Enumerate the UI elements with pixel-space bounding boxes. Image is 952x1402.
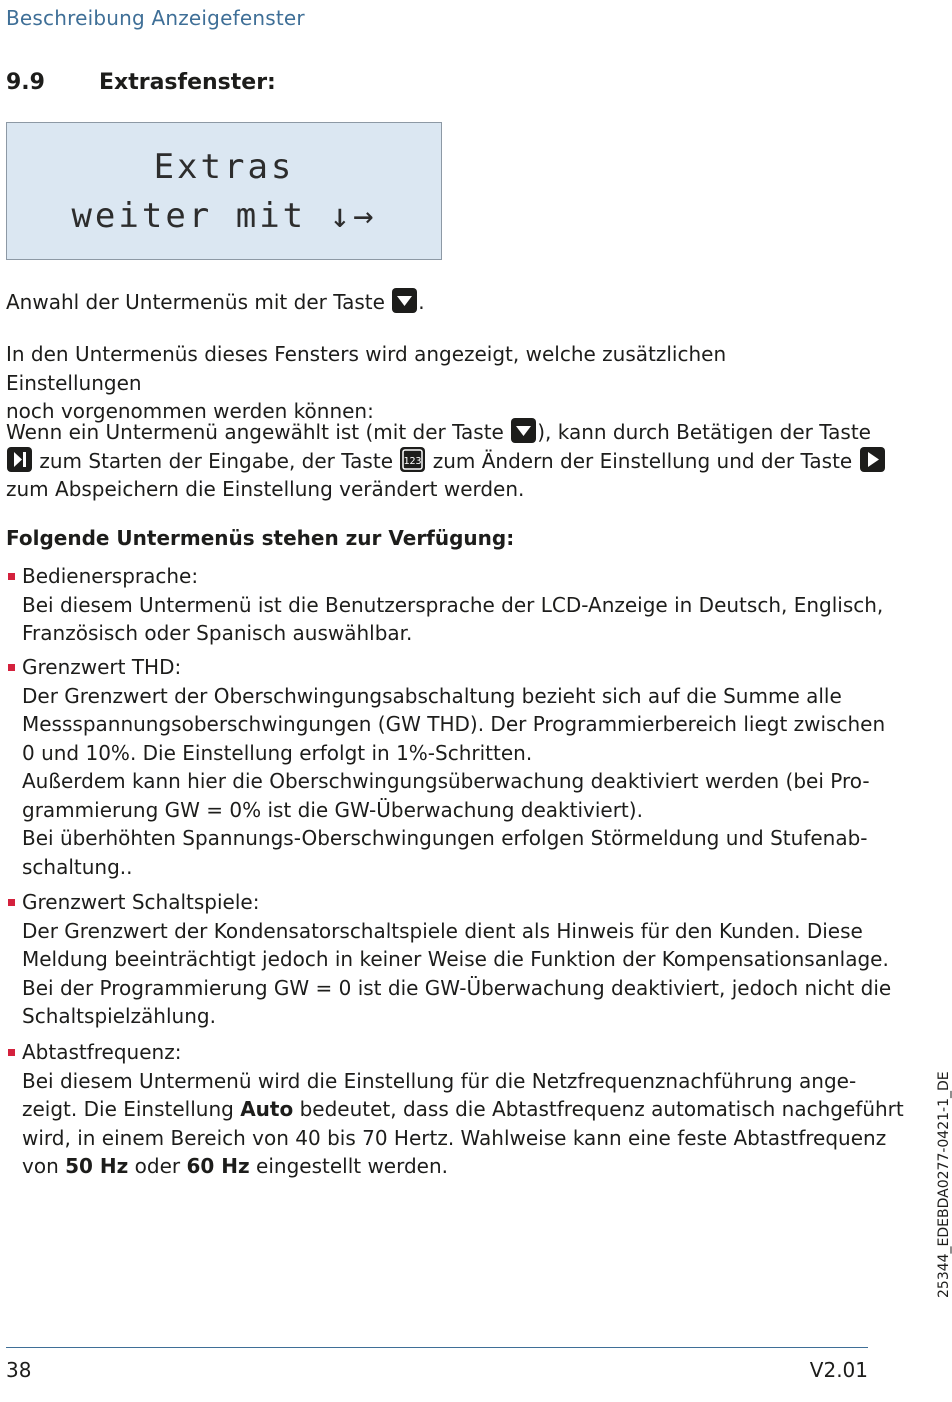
list-item-line: Bei diesem Untermenü wird die Einstellung für die Netzfrequenznachführung ange- xyxy=(22,1068,857,1093)
description-line: noch vorgenommen werden können: xyxy=(6,399,374,423)
bullet-marker-icon xyxy=(8,899,15,906)
lcd-display xyxy=(6,122,442,260)
play-key-icon xyxy=(860,447,885,472)
operation-text: ), kann durch Betätigen der Taste xyxy=(537,420,871,444)
list-item-line: schaltung.. xyxy=(22,854,133,879)
list-item-line: Meldung beeinträchtigt jedoch in keiner Weise die Funktion der Kompensationsanlage. xyxy=(22,947,889,971)
operation-text: Wenn ein Untermenü angewählt ist (mit der Taste xyxy=(6,420,504,444)
list-item-line: Der Grenzwert der Oberschwingungsabschaltung bezieht sich auf die Summe alle xyxy=(22,683,842,708)
lcd-line-1: Extras xyxy=(153,147,295,187)
section-title: Extrasfenster: xyxy=(99,70,276,95)
skip-next-key-icon xyxy=(7,447,32,472)
operation-text: zum Ändern der Einstellung und der Taste xyxy=(432,448,853,473)
list-item xyxy=(6,653,886,881)
auto-keyword: Auto xyxy=(240,1097,294,1121)
version-label: V2.01 xyxy=(809,1358,868,1382)
operation-paragraph xyxy=(6,418,871,504)
select-text-end: . xyxy=(418,290,425,314)
bullet-marker-icon xyxy=(8,664,15,671)
description-paragraph xyxy=(6,340,868,426)
list-item-line: Bei der Programmierung GW = 0 ist die GW-Überwachung deaktiviert, jedoch nicht die xyxy=(22,975,892,1000)
frequency-50hz: 50 Hz xyxy=(65,1154,129,1178)
list-item xyxy=(6,888,892,1031)
select-text: Anwahl der Untermenüs mit der Taste xyxy=(6,290,385,314)
list-item-line: Bei diesem Untermenü ist die Benutzersprache der LCD-Anzeige in Deutsch, Englisch, xyxy=(22,592,884,617)
description-line: In den Untermenüs dieses Fensters wird angezeigt, welche zusätzlichen Einstellungen xyxy=(6,342,727,395)
bullet-marker-icon xyxy=(8,573,15,580)
list-item-title: Grenzwert Schaltspiele: xyxy=(22,890,260,914)
down-arrow-key-icon xyxy=(511,418,536,443)
list-item-line: grammierung GW = 0% ist die GW-Überwachung deaktiviert). xyxy=(22,797,643,822)
list-item-title: Bedienersprache: xyxy=(22,564,199,588)
list-item-line: Schaltspielzählung. xyxy=(22,1004,216,1028)
section-number: 9.9 xyxy=(6,70,45,95)
list-item-line: von 50 Hz oder 60 Hz eingestellt werden. xyxy=(22,1154,449,1178)
list-item-line: Der Grenzwert der Kondensatorschaltspiele dient als Hinweis für den Kunden. Diese xyxy=(22,918,863,943)
page-number: 38 xyxy=(6,1358,32,1382)
operation-text: zum Abspeichern die Einstellung verändert werden. xyxy=(6,477,525,501)
bullet-marker-icon xyxy=(8,1049,15,1056)
document-code: 25344_EDEBDA0277-0421-1_DE xyxy=(936,1071,952,1298)
list-item-line: Außerdem kann hier die Oberschwingungsüberwachung deaktiviert werden (bei Pro- xyxy=(22,769,870,793)
frequency-60hz: 60 Hz xyxy=(186,1154,250,1178)
list-item-line: Französisch oder Spanisch auswählbar. xyxy=(22,621,413,645)
select-instruction xyxy=(6,288,868,317)
section-heading xyxy=(6,70,276,95)
lcd-line-2: weiter mit ↓→ xyxy=(71,196,377,236)
svg-text:123: 123 xyxy=(403,455,422,467)
submenus-heading: Folgende Untermenüs stehen zur Verfügung: xyxy=(6,526,515,550)
list-item-line: Bei überhöhten Spannungs-Oberschwingungen erfolgen Störmeldung und Stufenab- xyxy=(22,826,868,850)
running-header: Beschreibung Anzeigefenster xyxy=(6,6,305,30)
digit-123-key-icon xyxy=(400,447,425,472)
list-item-line: wird, in einem Bereich von 40 bis 70 Hertz. Wahlweise kann eine feste Abtastfrequenz xyxy=(22,1125,887,1150)
list-item-title: Grenzwert THD: xyxy=(22,655,182,679)
list-item xyxy=(6,1038,904,1181)
list-item-line: zeigt. Die Einstellung Auto bedeutet, dass die Abtastfrequenz automatisch nachgeführt xyxy=(22,1097,904,1121)
list-item-line: Messspannungsoberschwingungen (GW THD). Der Programmierbereich liegt zwischen xyxy=(22,712,886,736)
down-arrow-key-icon xyxy=(392,288,417,313)
list-item xyxy=(6,562,884,648)
operation-text: zum Starten der Eingabe, der Taste xyxy=(39,448,393,473)
list-item-title: Abtastfrequenz: xyxy=(22,1040,182,1064)
list-item-line: 0 und 10%. Die Einstellung erfolgt in 1%-Schritten. xyxy=(22,740,533,765)
footer-divider xyxy=(6,1347,868,1348)
